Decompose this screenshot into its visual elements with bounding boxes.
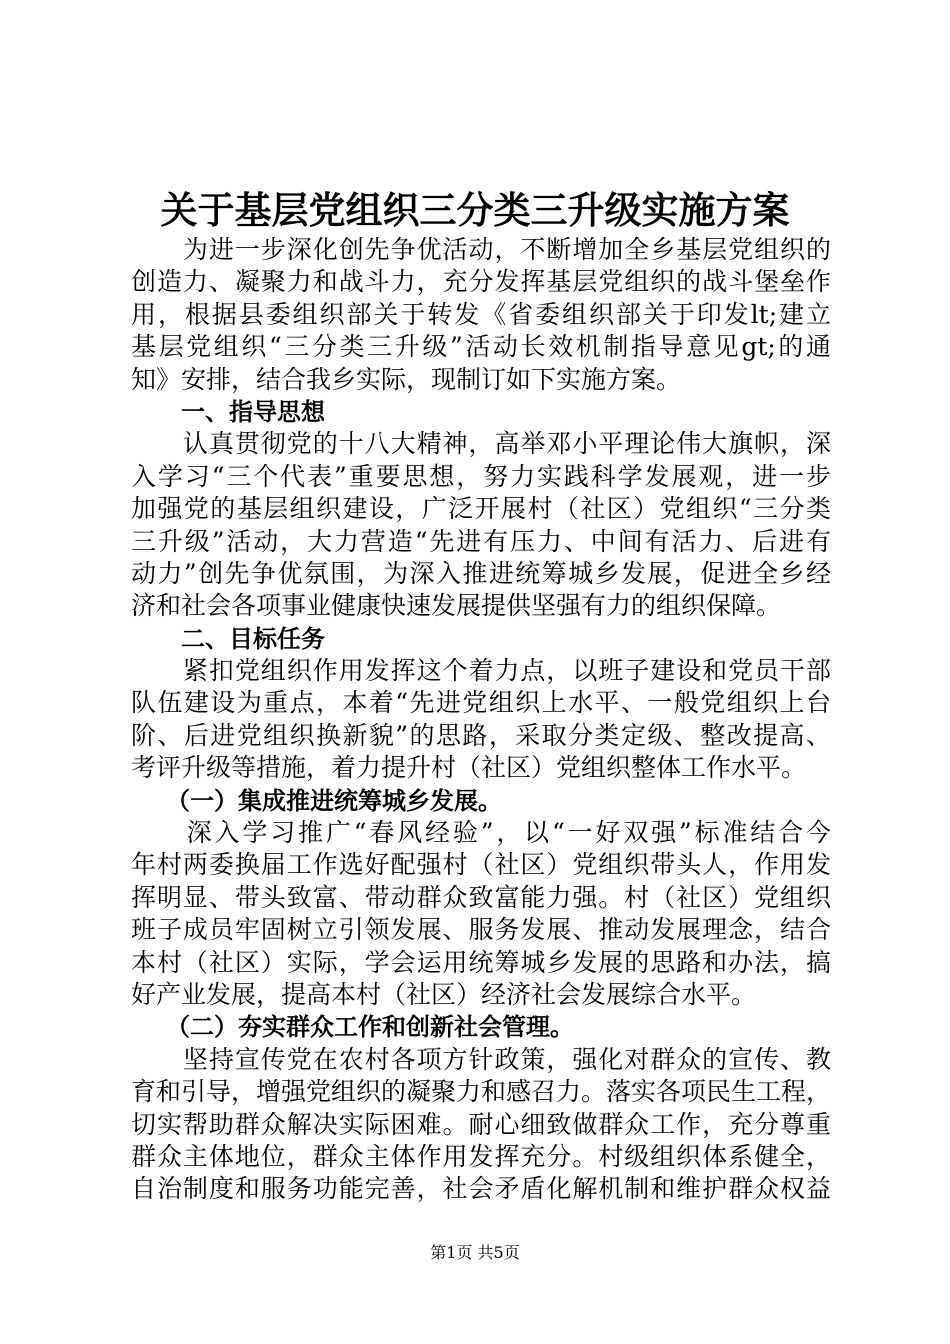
text-line: 好产业发展，提高本村（社区）经济社会发展综合水平。	[131, 979, 757, 1009]
section-heading: 一、指导思想	[181, 397, 325, 426]
section-heading: 二、目标任务	[181, 624, 325, 653]
text-line: 知》安排，结合我乡实际，现制订如下实施方案。	[131, 364, 682, 394]
text-line: 用，根据县委组织部关于转发《省委组织部关于印发lt;建立	[131, 299, 831, 329]
text-line: 创造力、凝聚力和战斗力，充分发挥基层党组织的战斗堡垒作	[131, 267, 831, 297]
text-line: 切实帮助群众解决实际困难。耐心细致做群众工作，充分尊重	[131, 1109, 831, 1139]
text-line: 本村（社区）实际，学会运用统筹城乡发展的思路和办法，搞	[131, 947, 831, 977]
text-line: 挥明显、带头致富、带动群众致富能力强。村（社区）党组织	[131, 882, 831, 912]
text-line: 班子成员牢固树立引领发展、服务发展、推动发展理念，结合	[131, 915, 831, 945]
page-footer: 第1页 共5页	[430, 1243, 520, 1262]
text-line: 动力”创先争优氛围，为深入推进统筹城乡发展，促进全乡经	[131, 558, 831, 588]
text-line: 育和引导，增强党组织的凝聚力和感召力。落实各项民生工程，	[131, 1077, 832, 1107]
text-line: 为进一步深化创先争优活动，不断增加全乡基层党组织的	[131, 235, 831, 264]
text-line: 基层党组织“三分类三升级”活动长效机制指导意见gt;的通	[131, 332, 831, 362]
text-line: 紧扣党组织作用发挥这个着力点，以班子建设和党员干部	[131, 656, 831, 686]
text-line: 群众主体地位，群众主体作用发挥充分。村级组织体系健全，	[131, 1141, 831, 1171]
subsection-heading: （一）集成推进统筹城乡发展。	[166, 786, 502, 815]
text-line: 济和社会各项事业健康快速发展提供坚强有力的组织保障。	[131, 591, 782, 621]
text-line: 三升级”活动，大力营造“先进有压力、中间有活力、后进有	[131, 526, 831, 556]
text-line: 年村两委换届工作选好配强村（社区）党组织带头人，作用发	[131, 850, 831, 880]
text-line: 入学习“三个代表”重要思想，努力实践科学发展观，进一步	[131, 461, 831, 491]
text-line: 考评升级等措施，着力提升村（社区）党组织整体工作水平。	[131, 753, 807, 783]
document-body	[131, 234, 831, 1206]
text-line: 加强党的基层组织建设，广泛开展村（社区）党组织“三分类	[131, 494, 831, 524]
text-line: 坚持宣传党在农村各项方针政策，强化对群众的宣传、教	[131, 1044, 831, 1074]
text-line: 队伍建设为重点，本着“先进党组织上水平、一般党组织上台	[131, 688, 831, 718]
text-line: 认真贯彻党的十八大精神，高举邓小平理论伟大旗帜，深	[131, 429, 831, 459]
text-line: 自治制度和服务功能完善，社会矛盾化解机制和维护群众权益	[131, 1174, 831, 1204]
document-title: 关于基层党组织三分类三升级实施方案	[160, 189, 790, 232]
text-line: 深入学习推广“春风经验”，以“一好双强”标准结合今	[131, 818, 831, 848]
text-line: 阶、后进党组织换新貌”的思路，采取分类定级、整改提高、	[131, 720, 831, 750]
subsection-heading: （二）夯实群众工作和创新社会管理。	[166, 1013, 574, 1042]
